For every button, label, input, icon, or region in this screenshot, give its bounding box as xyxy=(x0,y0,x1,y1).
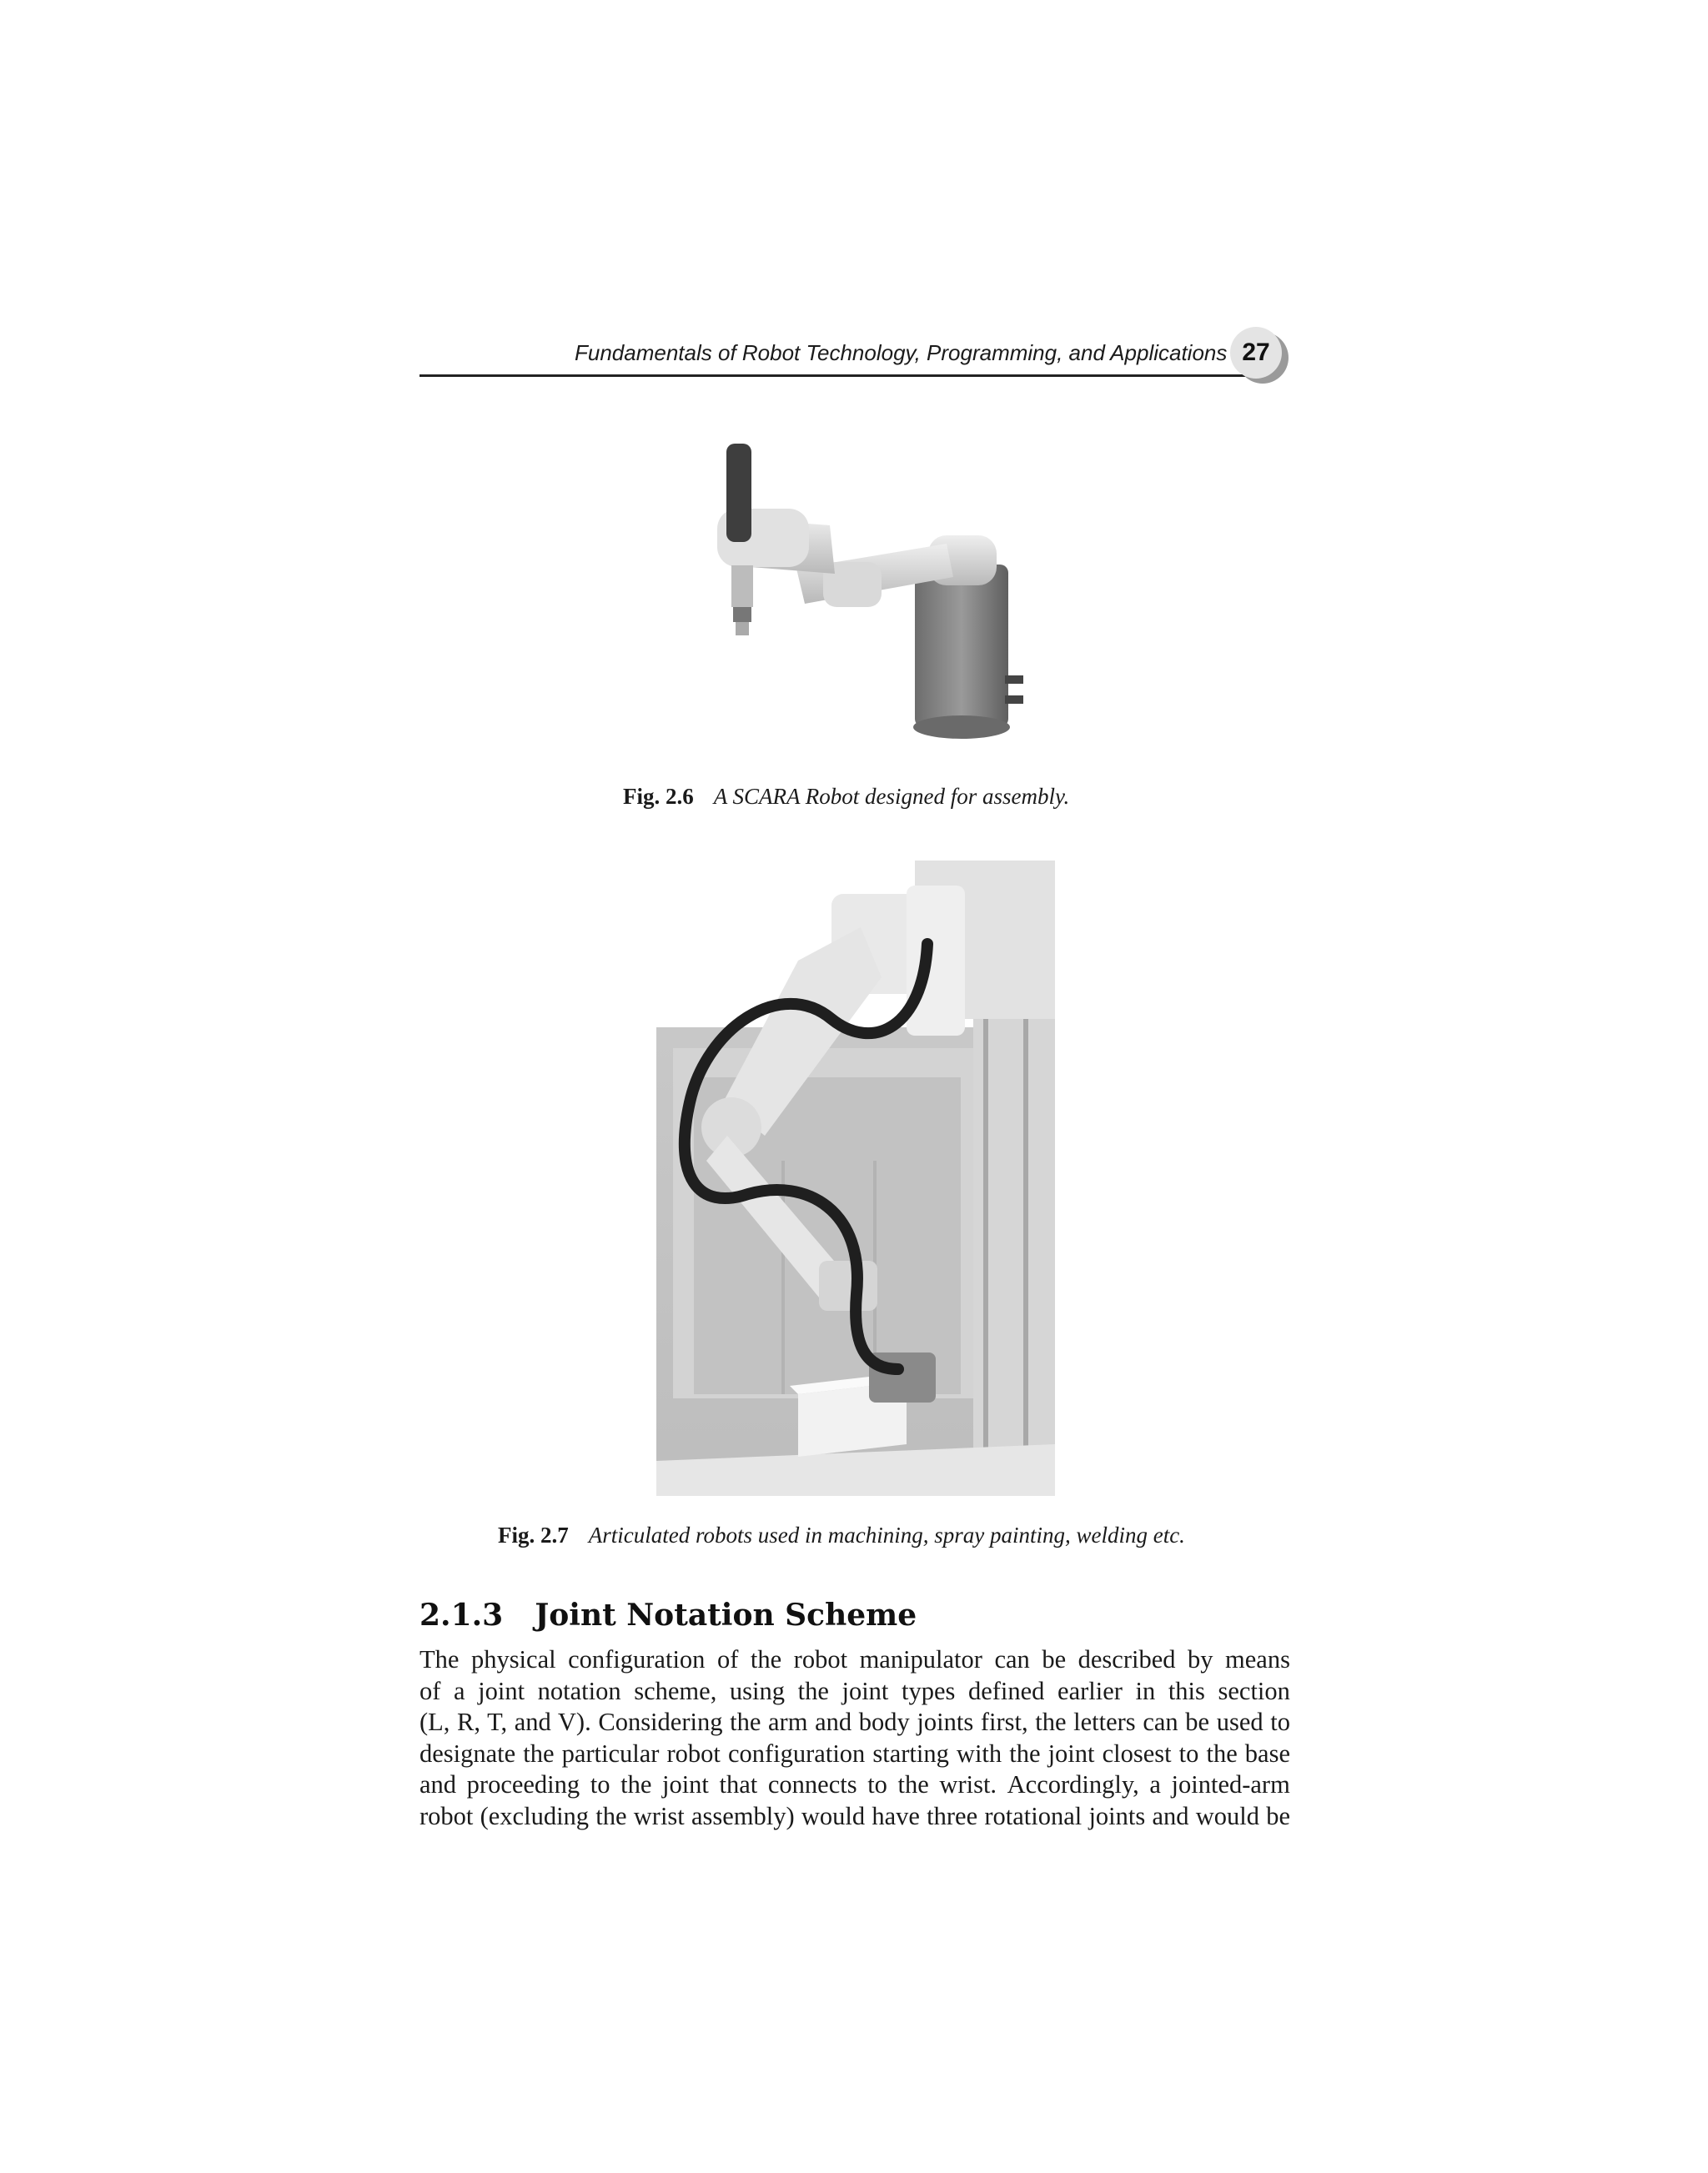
page-number-tab xyxy=(1230,327,1292,382)
word: means xyxy=(1225,1645,1290,1674)
word: of xyxy=(716,1645,739,1674)
word: joint xyxy=(661,1770,709,1799)
word: in xyxy=(1135,1676,1156,1705)
word: joint xyxy=(841,1676,889,1705)
word: types xyxy=(901,1676,956,1705)
word: The xyxy=(419,1645,460,1674)
word: joint xyxy=(478,1676,525,1705)
word: physical xyxy=(470,1645,556,1674)
figure-label: Fig. 2.7 xyxy=(498,1523,569,1548)
word: a xyxy=(454,1676,465,1705)
word: of xyxy=(419,1676,441,1705)
word: to xyxy=(590,1770,610,1799)
text-line: designate the particular robot configuration starting with the joint closest to the base xyxy=(419,1739,1290,1768)
word: proceeding xyxy=(466,1770,580,1799)
header-title: Fundamentals of Robot Technology, Programming, and Applications xyxy=(575,340,1228,365)
word: earlier xyxy=(1057,1676,1123,1705)
word: robot xyxy=(793,1645,848,1674)
word: be xyxy=(1042,1645,1067,1674)
text-line: (L, R, T, and V). Considering the arm and body joints first, the letters can be used to xyxy=(419,1708,1290,1736)
word: configuration xyxy=(568,1645,706,1674)
section-heading xyxy=(419,1598,917,1633)
body-paragraph xyxy=(419,1644,1290,1832)
section-number: 2.1.3 xyxy=(419,1598,504,1633)
word: defined xyxy=(967,1676,1045,1705)
text-line xyxy=(419,1644,1290,1676)
word: can xyxy=(994,1645,1030,1674)
scara-robot-illustration xyxy=(671,410,1055,760)
word: described xyxy=(1078,1645,1176,1674)
word: that xyxy=(719,1770,758,1799)
text-line: robot (excluding the wrist assembly) would have three rotational joints and would be xyxy=(419,1801,1290,1830)
running-header xyxy=(419,327,1287,379)
text-line xyxy=(419,1769,1290,1801)
word: the xyxy=(897,1770,929,1799)
figure-caption-text: A SCARA Robot designed for assembly. xyxy=(713,784,1070,809)
word: section xyxy=(1218,1676,1290,1705)
articulated-robot-illustration xyxy=(656,861,1055,1496)
figure-scara-robot-photo xyxy=(671,410,1055,760)
figure-caption-text: Articulated robots used in machining, spray painting, welding etc. xyxy=(588,1523,1185,1548)
word: the xyxy=(620,1770,652,1799)
word: this xyxy=(1168,1676,1205,1705)
text-line xyxy=(419,1676,1290,1708)
figure-caption-2-7 xyxy=(498,1523,1185,1548)
word: Accordingly, xyxy=(1007,1770,1139,1799)
word: by xyxy=(1188,1645,1213,1674)
word: notation xyxy=(537,1676,621,1705)
word: the xyxy=(797,1676,829,1705)
word: manipulator xyxy=(859,1645,982,1674)
figure-caption-2-6 xyxy=(623,784,1069,810)
word: the xyxy=(750,1645,782,1674)
word: wrist. xyxy=(939,1770,997,1799)
figure-articulated-robot-photo xyxy=(656,861,1055,1496)
page-number: 27 xyxy=(1242,339,1270,366)
section-title: Joint Notation Scheme xyxy=(535,1598,917,1633)
word: a xyxy=(1149,1770,1161,1799)
word: scheme, xyxy=(634,1676,717,1705)
word: using xyxy=(729,1676,786,1705)
word: connects xyxy=(767,1770,857,1799)
figure-label: Fig. 2.6 xyxy=(623,784,694,809)
word: jointed-arm xyxy=(1171,1770,1290,1799)
header-rule xyxy=(419,374,1245,377)
word: and xyxy=(419,1770,457,1799)
word: to xyxy=(867,1770,887,1799)
